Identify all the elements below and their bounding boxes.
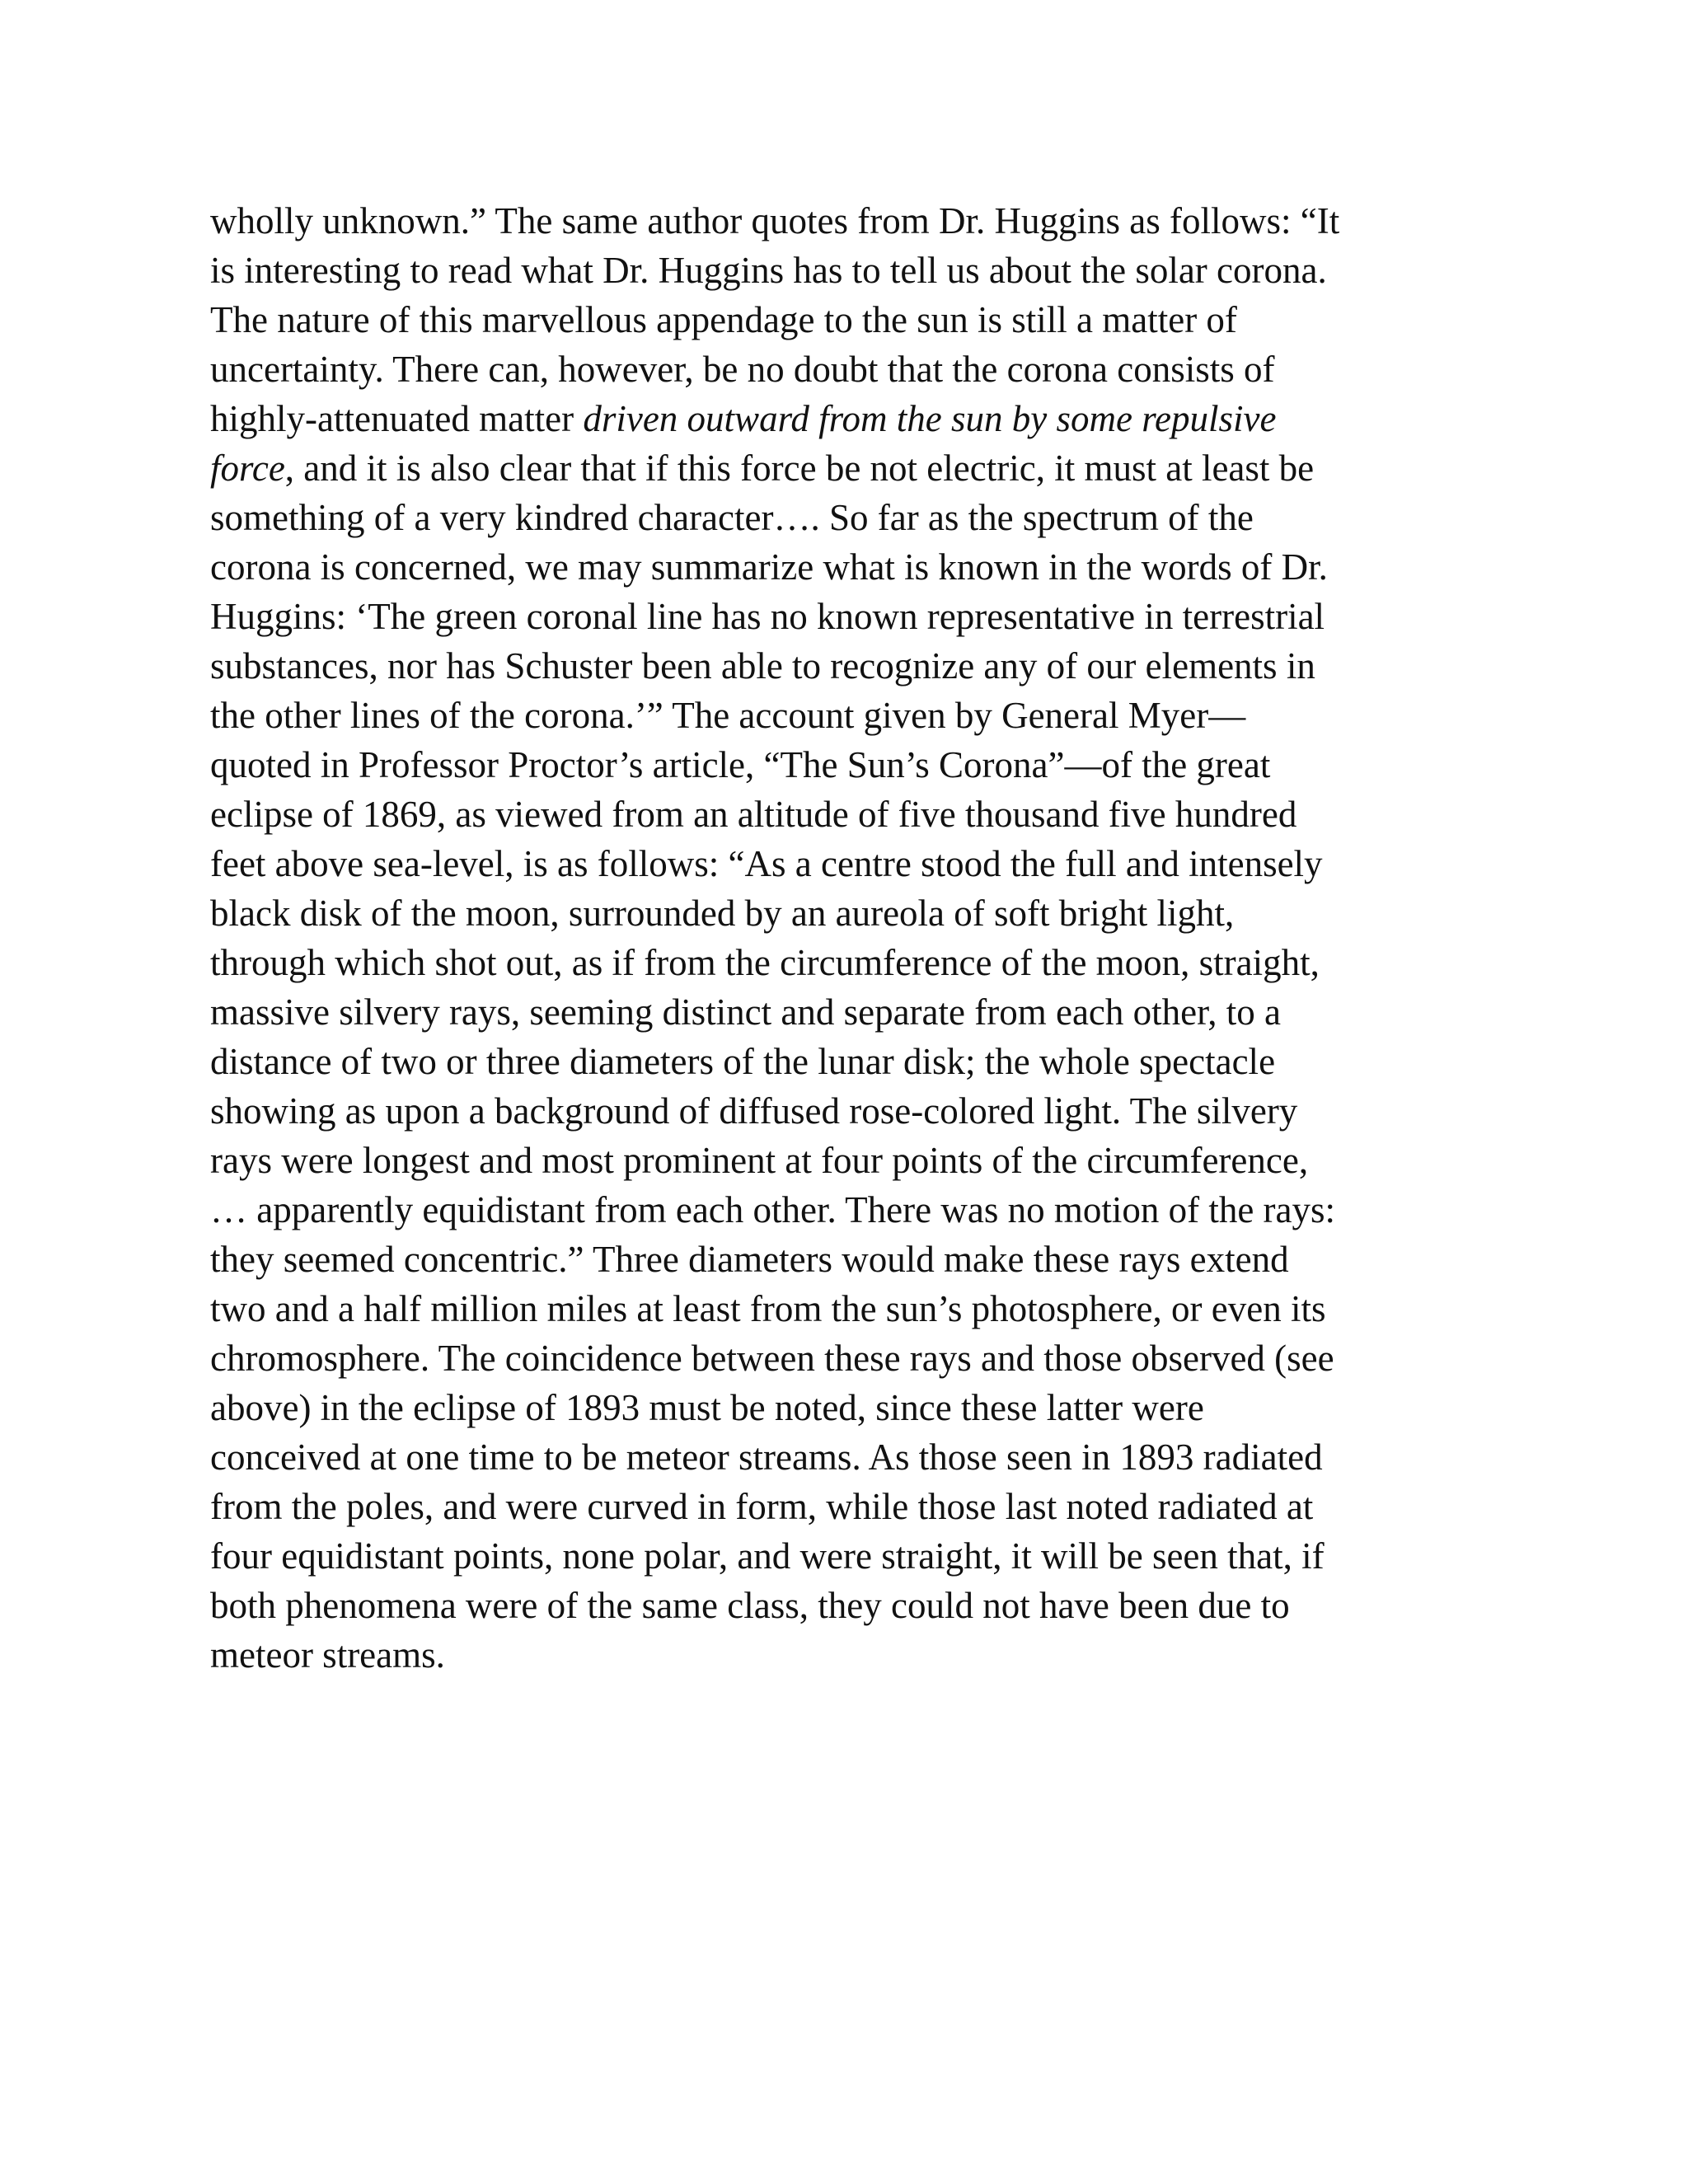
text-line: massive silvery rays, seeming distinct and separate from each other, to a [210, 991, 1282, 1033]
text-line: something of a very kindred character…. So far as the spectrum of the [210, 497, 1254, 538]
text-line: black disk of the moon, surrounded by an aureola of soft bright light, [210, 893, 1235, 934]
text-line: conceived at one time to be meteor streams. As those seen in 1893 radiated [210, 1436, 1323, 1478]
text-line: from the poles, and were curved in form, while those last noted radiated at [210, 1486, 1314, 1527]
text-line: is interesting to read what Dr. Huggins has to tell us about the solar corona. [210, 250, 1327, 291]
text-line: wholly unknown.” The same author quotes from Dr. Huggins as follows: “It [210, 200, 1340, 241]
body-paragraph [210, 196, 1496, 1680]
text-line: above) in the eclipse of 1893 must be noted, since these latter were [210, 1387, 1204, 1428]
text-line: substances, nor has Schuster been able to recognize any of our elements in [210, 645, 1315, 687]
text-line: four equidistant points, none polar, and were straight, it will be seen that, if [210, 1535, 1325, 1577]
text-line: through which shot out, as if from the circumference of the moon, straight, [210, 942, 1320, 983]
italic-text-run: force [210, 448, 285, 489]
text-line: distance of two or three diameters of the lunar disk; the whole spectacle [210, 1041, 1276, 1082]
text-line: the other lines of the corona.’” The account given by General Myer— [210, 695, 1246, 736]
text-line: rays were longest and most prominent at four points of the circumference, [210, 1140, 1309, 1181]
text-line: quoted in Professor Proctor’s article, “The Sun’s Corona”—of the great [210, 744, 1271, 785]
text-line: The nature of this marvellous appendage to the sun is still a matter of [210, 299, 1237, 340]
text-line: chromosphere. The coincidence between these rays and those observed (see [210, 1338, 1334, 1379]
text-line [210, 394, 1496, 443]
text-line: Huggins: ‘The green coronal line has no known representative in terrestrial [210, 596, 1325, 637]
text-line: both phenomena were of the same class, they could not have been due to [210, 1585, 1290, 1626]
text-line: meteor streams. [210, 1634, 445, 1675]
text-line: eclipse of 1869, as viewed from an altitude of five thousand five hundred [210, 794, 1297, 835]
text-line: they seemed concentric.” Three diameters would make these rays extend [210, 1239, 1289, 1280]
text-line: uncertainty. There can, however, be no doubt that the corona consists of [210, 349, 1275, 390]
text-line: feet above sea-level, is as follows: “As a centre stood the full and intensely [210, 843, 1323, 884]
text-line [210, 443, 1496, 493]
text-line: two and a half million miles at least from the sun’s photosphere, or even its [210, 1288, 1326, 1329]
italic-text-run: driven outward from the sun by some repulsive [583, 398, 1277, 439]
text-line: corona is concerned, we may summarize what is known in the words of Dr. [210, 546, 1328, 588]
text-line: … apparently equidistant from each other. There was no motion of the rays: [210, 1189, 1336, 1230]
text-run: highly-attenuated matter [210, 398, 584, 439]
text-run: , and it is also clear that if this force be not electric, it must at least be [284, 448, 1315, 489]
text-line: showing as upon a background of diffused rose-colored light. The silvery [210, 1090, 1298, 1132]
